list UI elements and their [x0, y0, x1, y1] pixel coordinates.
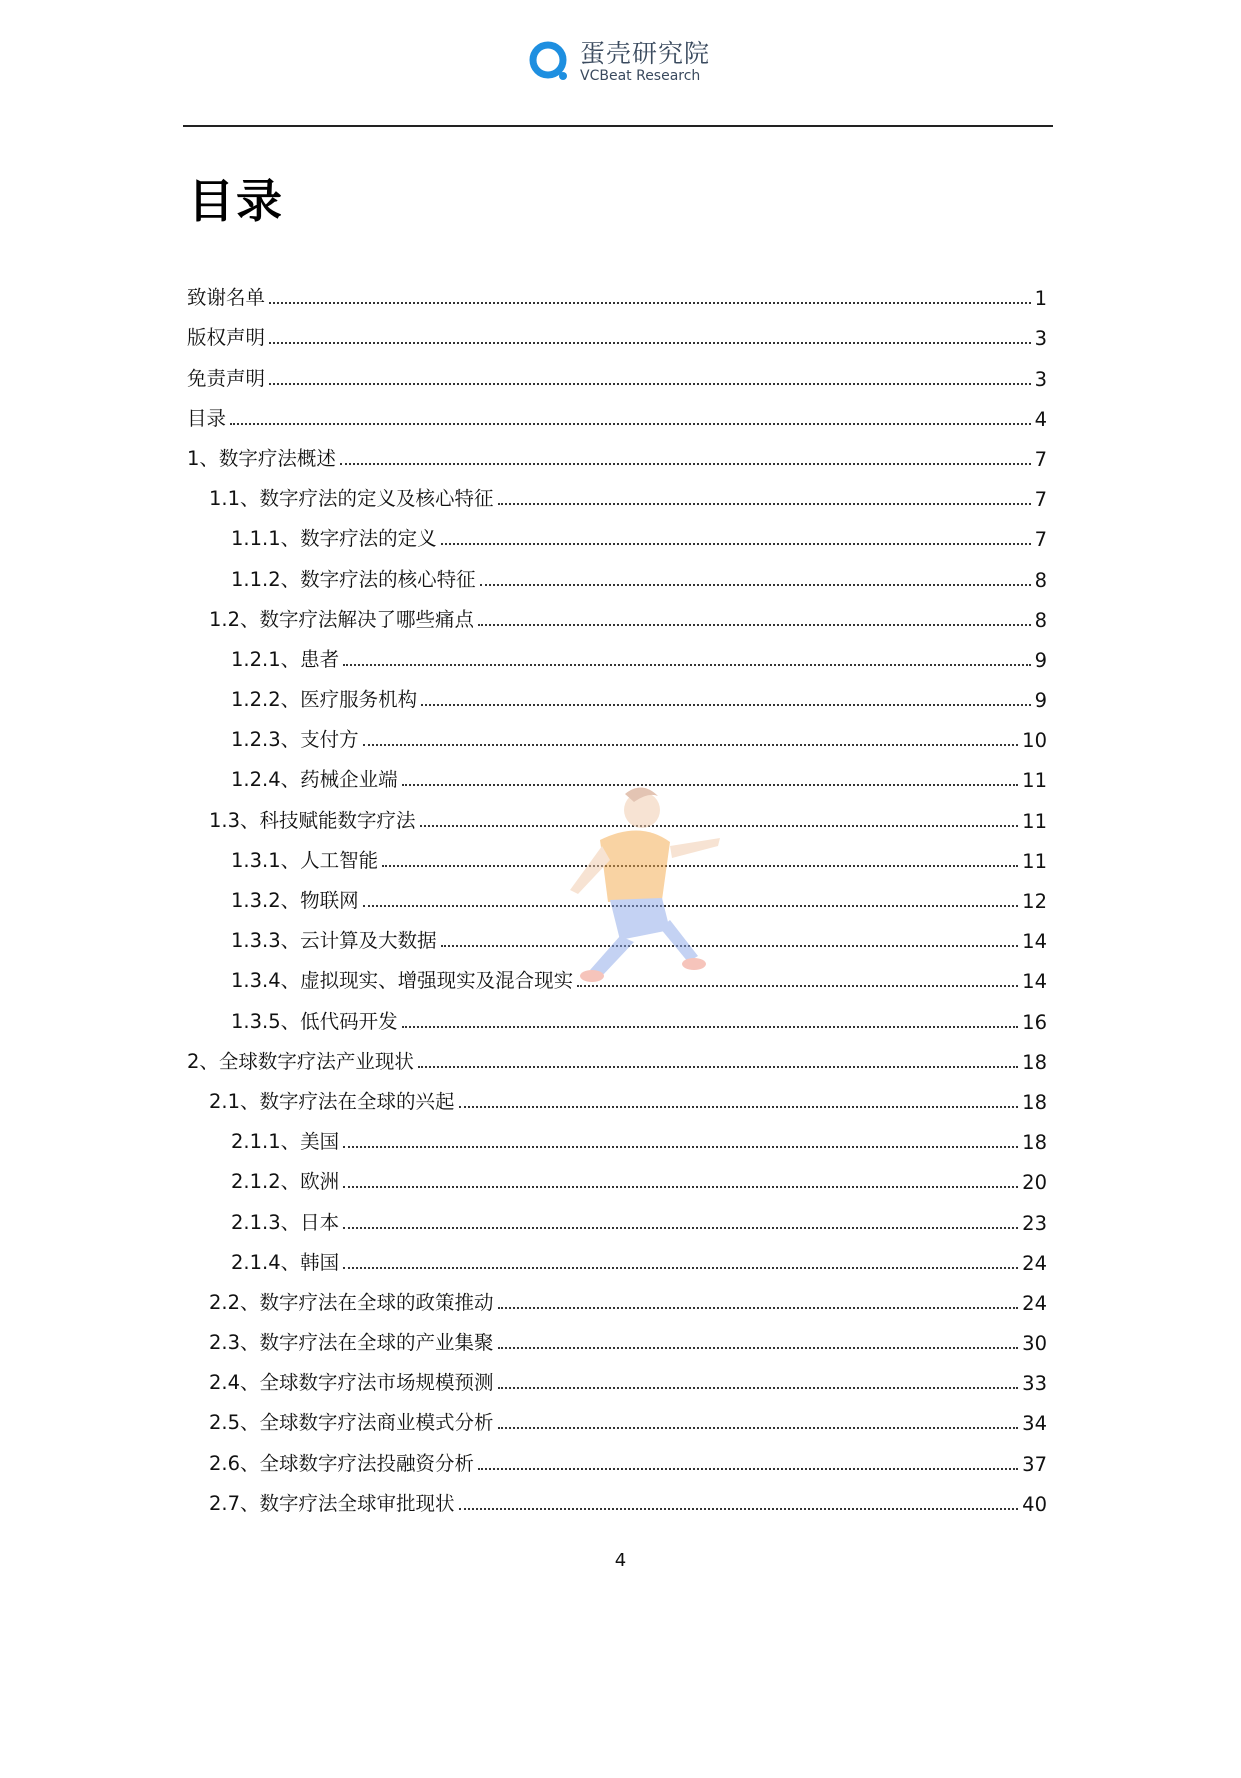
toc-entry[interactable]	[187, 270, 1047, 310]
toc-entry[interactable]	[187, 1395, 1047, 1435]
watermark-figure-icon	[530, 780, 730, 990]
toc-entry-page: 4	[1034, 407, 1047, 431]
page-number: 4	[614, 1550, 627, 1571]
toc-entry-page: 16	[1022, 1010, 1047, 1034]
toc-entry-page: 7	[1034, 447, 1047, 471]
toc-entry-label: 2.1.4、韩国	[231, 1250, 340, 1274]
toc-entry-page: 14	[1022, 970, 1047, 994]
toc-leader-dots	[498, 503, 1031, 505]
toc-entry[interactable]	[187, 350, 1047, 390]
toc-entry[interactable]	[187, 551, 1047, 591]
toc-entry-label: 2.1、数字疗法在全球的兴起	[209, 1089, 455, 1113]
toc-entry-page: 18	[1022, 1131, 1047, 1155]
toc-entry[interactable]	[187, 1435, 1047, 1475]
toc-entry-page: 33	[1022, 1372, 1047, 1396]
toc-entry-page: 10	[1022, 729, 1047, 753]
toc-leader-dots	[343, 1267, 1018, 1269]
toc-entry[interactable]	[187, 1074, 1047, 1114]
toc-entry-page: 3	[1034, 367, 1047, 391]
toc-leader-dots	[269, 342, 1031, 344]
toc-entry[interactable]	[187, 1154, 1047, 1194]
toc-leader-dots	[343, 1227, 1018, 1229]
toc-leader-dots	[421, 704, 1030, 706]
toc-entry-label: 1.2.2、医疗服务机构	[231, 688, 418, 712]
toc-leader-dots	[402, 1026, 1019, 1028]
toc-entry[interactable]	[187, 310, 1047, 350]
toc-entry[interactable]	[187, 391, 1047, 431]
toc-entry-label: 1.3、科技赋能数字疗法	[209, 808, 416, 832]
toc-entry-label: 免责声明	[187, 366, 266, 390]
toc-entry-label: 致谢名单	[187, 286, 266, 310]
page-title: 目录	[188, 174, 284, 228]
toc-leader-dots	[478, 624, 1031, 626]
toc-entry-page: 24	[1022, 1251, 1047, 1275]
toc-entry[interactable]	[187, 1315, 1047, 1355]
toc-leader-dots	[343, 1186, 1018, 1188]
toc-entry-page: 3	[1034, 327, 1047, 351]
vcbeat-logo-icon	[528, 40, 572, 84]
toc-leader-dots	[343, 664, 1030, 666]
toc-entry-label: 1.3.4、虚拟现实、增强现实及混合现实	[231, 969, 574, 993]
toc-entry[interactable]	[187, 1275, 1047, 1315]
toc-leader-dots	[269, 302, 1031, 304]
toc-leader-dots	[343, 1146, 1018, 1148]
toc-entry-page: 20	[1022, 1171, 1047, 1195]
toc-entry-page: 14	[1022, 930, 1047, 954]
toc-entry[interactable]	[187, 431, 1047, 471]
toc-entry-page: 9	[1034, 648, 1047, 672]
toc-entry-page: 23	[1022, 1211, 1047, 1235]
toc-entry-label: 2.6、全球数字疗法投融资分析	[209, 1451, 475, 1475]
toc-leader-dots	[498, 1427, 1019, 1429]
toc-entry-label: 目录	[187, 406, 227, 430]
toc-entry-label: 2.1.1、美国	[231, 1130, 340, 1154]
toc-entry-label: 1.3.5、低代码开发	[231, 1009, 398, 1033]
toc-entry-label: 2.7、数字疗法全球审批现状	[209, 1491, 455, 1515]
toc-entry[interactable]	[187, 993, 1047, 1033]
toc-entry-page: 40	[1022, 1492, 1047, 1516]
toc-entry-label: 版权声明	[187, 326, 266, 350]
toc-entry[interactable]	[187, 1476, 1047, 1516]
toc-entry[interactable]	[187, 712, 1047, 752]
toc-entry[interactable]	[187, 511, 1047, 551]
logo-name: 蛋壳研究院	[580, 39, 711, 68]
toc-entry-label: 1.1.2、数字疗法的核心特征	[231, 567, 476, 591]
toc-entry-page: 9	[1034, 689, 1047, 713]
toc-entry-label: 2.1.3、日本	[231, 1210, 340, 1234]
logo-subtitle: VCBeat Research	[580, 68, 701, 84]
toc-entry-label: 1.3.2、物联网	[231, 889, 359, 912]
toc-entry-page: 18	[1022, 1090, 1047, 1114]
toc-entry-label: 1.1.1、数字疗法的定义	[231, 527, 437, 551]
toc-entry-label: 1.1、数字疗法的定义及核心特征	[209, 487, 494, 511]
toc-leader-dots	[498, 1387, 1019, 1389]
toc-leader-dots	[498, 1347, 1019, 1349]
toc-entry-label: 1.2.3、支付方	[231, 728, 359, 752]
toc-entry-page: 12	[1022, 890, 1047, 913]
toc-entry[interactable]	[187, 632, 1047, 672]
toc-entry-page: 7	[1034, 528, 1047, 552]
toc-leader-dots	[418, 1066, 1018, 1068]
logo-text	[580, 40, 710, 84]
toc-leader-dots	[478, 1468, 1018, 1470]
toc-entry-page: 11	[1022, 769, 1047, 793]
toc-leader-dots	[480, 584, 1031, 586]
toc-leader-dots	[441, 543, 1031, 545]
toc-entry-label: 2.3、数字疗法在全球的产业集聚	[209, 1331, 494, 1355]
toc-entry[interactable]	[187, 471, 1047, 511]
toc-entry-label: 1.2.4、药械企业端	[231, 768, 398, 792]
toc-entry-label: 1.2.1、患者	[231, 647, 340, 671]
toc-leader-dots	[340, 463, 1031, 465]
toc-entry-page: 8	[1034, 568, 1047, 592]
toc-entry-label: 2.1.2、欧洲	[231, 1170, 340, 1194]
toc-entry-label: 1、数字疗法概述	[187, 446, 336, 470]
toc-entry-label: 1.3.3、云计算及大数据	[231, 929, 437, 953]
toc-leader-dots	[230, 423, 1031, 425]
toc-entry-label: 1.3.1、人工智能	[231, 848, 379, 872]
toc-leader-dots	[269, 383, 1031, 385]
toc-entry-label: 1.2、数字疗法解决了哪些痛点	[209, 607, 475, 631]
toc-entry-page: 30	[1022, 1332, 1047, 1356]
toc-entry[interactable]	[187, 1235, 1047, 1275]
report-header	[528, 38, 710, 86]
toc-entry-page: 11	[1022, 809, 1047, 833]
toc-entry[interactable]	[187, 1194, 1047, 1234]
toc-leader-dots	[363, 744, 1019, 746]
header-divider	[183, 125, 1053, 127]
toc-entry-page: 18	[1022, 1050, 1047, 1074]
toc-entry-page: 1	[1034, 287, 1047, 311]
toc-entry[interactable]	[187, 1114, 1047, 1154]
toc-entry-label: 2.2、数字疗法在全球的政策推动	[209, 1290, 494, 1314]
toc-entry-page: 37	[1022, 1452, 1047, 1476]
toc-leader-dots	[498, 1307, 1019, 1309]
toc-entry-page: 11	[1022, 849, 1047, 873]
toc-entry[interactable]	[187, 1355, 1047, 1395]
toc-leader-dots	[459, 1508, 1019, 1510]
toc-entry-label: 2.4、全球数字疗法市场规模预测	[209, 1371, 494, 1395]
toc-entry-page: 8	[1034, 608, 1047, 632]
toc-entry-page: 34	[1022, 1412, 1047, 1436]
toc-leader-dots	[459, 1106, 1019, 1108]
toc-entry-page: 24	[1022, 1291, 1047, 1315]
toc-entry[interactable]	[187, 592, 1047, 632]
toc-entry-label: 2.5、全球数字疗法商业模式分析	[209, 1411, 494, 1435]
toc-entry[interactable]	[187, 672, 1047, 712]
toc-entry-page: 7	[1034, 488, 1047, 512]
toc-entry[interactable]	[187, 1034, 1047, 1074]
toc-entry-label: 2、全球数字疗法产业现状	[187, 1049, 414, 1073]
